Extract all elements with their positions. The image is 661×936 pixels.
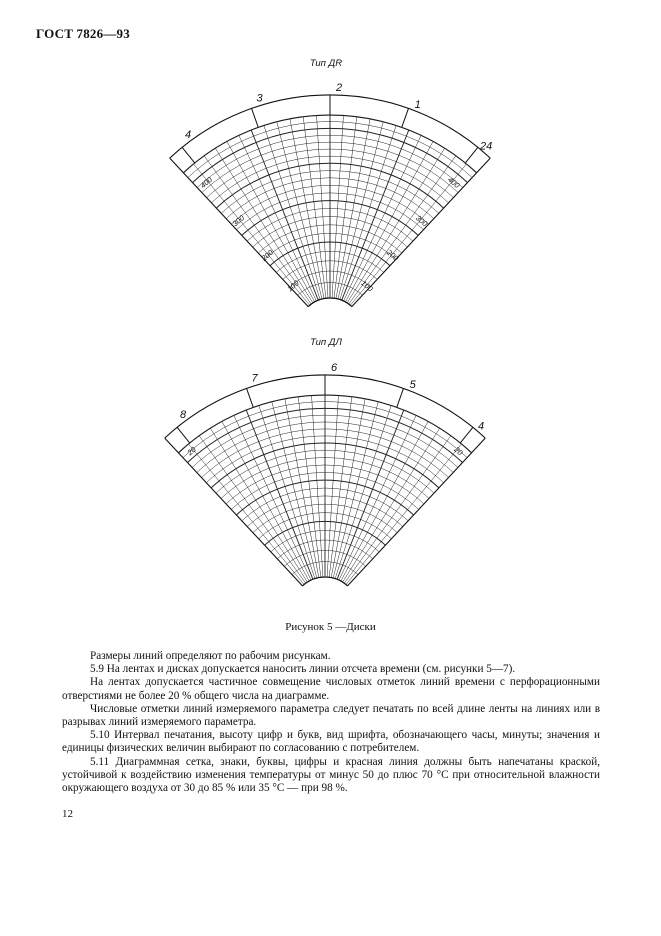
scale-label: 300: [230, 213, 247, 229]
hour-tick: [247, 388, 254, 407]
scale-label: 200: [259, 247, 276, 263]
grid-radial-line: [259, 405, 315, 578]
grid-radial-line: [199, 436, 306, 584]
hub-arc: [303, 577, 348, 586]
sector-edge-line: [165, 438, 303, 586]
hour-label: 1: [414, 98, 421, 111]
paragraph-5-9: 5.9 На лентах и дисках допускается наносить линии отсчета времени (см. рисунки 5—7).: [90, 663, 516, 676]
hour-label: 24: [479, 140, 493, 153]
scale-label: 100: [359, 278, 375, 294]
hour-tick: [177, 427, 190, 443]
grid-radial-line: [346, 444, 462, 585]
hour-label: 4: [184, 129, 192, 142]
paragraph: Размеры линий определяют по рабочим рисункам.: [90, 650, 331, 662]
scale-label: 300: [413, 213, 430, 229]
figure-caption: Рисунок 5 —Диски: [285, 621, 376, 633]
scale-label: 100: [285, 278, 301, 294]
hour-tick: [460, 427, 473, 443]
scale-label: 400: [446, 175, 462, 191]
scale-label: 400: [198, 175, 214, 191]
page-number: 12: [62, 808, 73, 820]
hour-label: 5: [409, 378, 416, 391]
scale-label: 20: [185, 444, 198, 458]
figure-type-label-dl: Тип ДЛ: [310, 337, 342, 348]
grid-radial-line: [210, 428, 307, 582]
paragraph-5-11: 5.11 Диаграммная сетка, знаки, буквы, цифры и красная линия должны быть напечатаны краской, устойчивой к воздействию изменения температуры от минус 50 до плюс 70 °С при относительной влажности окружающего воздуха от 30 до 85 % или 35 °С — при 98 %.: [62, 755, 600, 795]
hour-label: 8: [179, 409, 187, 422]
document-title: ГОСТ 7826—93: [36, 26, 130, 41]
grid-radial-line: [343, 428, 440, 582]
grid-radial-line: [188, 444, 304, 585]
grid-radial-line: [335, 405, 391, 578]
body-text: [62, 650, 600, 795]
grid-radial-line: [344, 436, 451, 584]
hour-tick: [397, 388, 404, 407]
scale-label: 200: [384, 247, 401, 263]
sector-edge-line: [348, 438, 486, 586]
hour-label: 3: [256, 92, 263, 105]
hour-label: 2: [336, 82, 343, 95]
hour-label: 7: [251, 372, 258, 385]
hour-label: 6: [331, 362, 338, 375]
figure-type-label-dr: Тип ДR: [309, 58, 343, 69]
paragraph: На лентах допускается частичное совмещение числовых отметок линий времени с перфорационными отверстиями не более 20 % общего числа на диаграмме.: [62, 676, 600, 702]
paragraph-5-10: 5.10 Интервал печатания, высоту цифр и букв, вид шрифта, обозначающего часы, минуты; значения и единицы физических величин выбирают по согласованию с потребителем.: [62, 729, 600, 755]
paragraph: Числовые отметки линий измеряемого параметра следует печатать по всей длине ленты на линиях или в разрывах линий измеряемого параметра.: [62, 702, 600, 729]
scale-label: 20: [452, 444, 465, 458]
hour-label: 4: [478, 420, 485, 433]
